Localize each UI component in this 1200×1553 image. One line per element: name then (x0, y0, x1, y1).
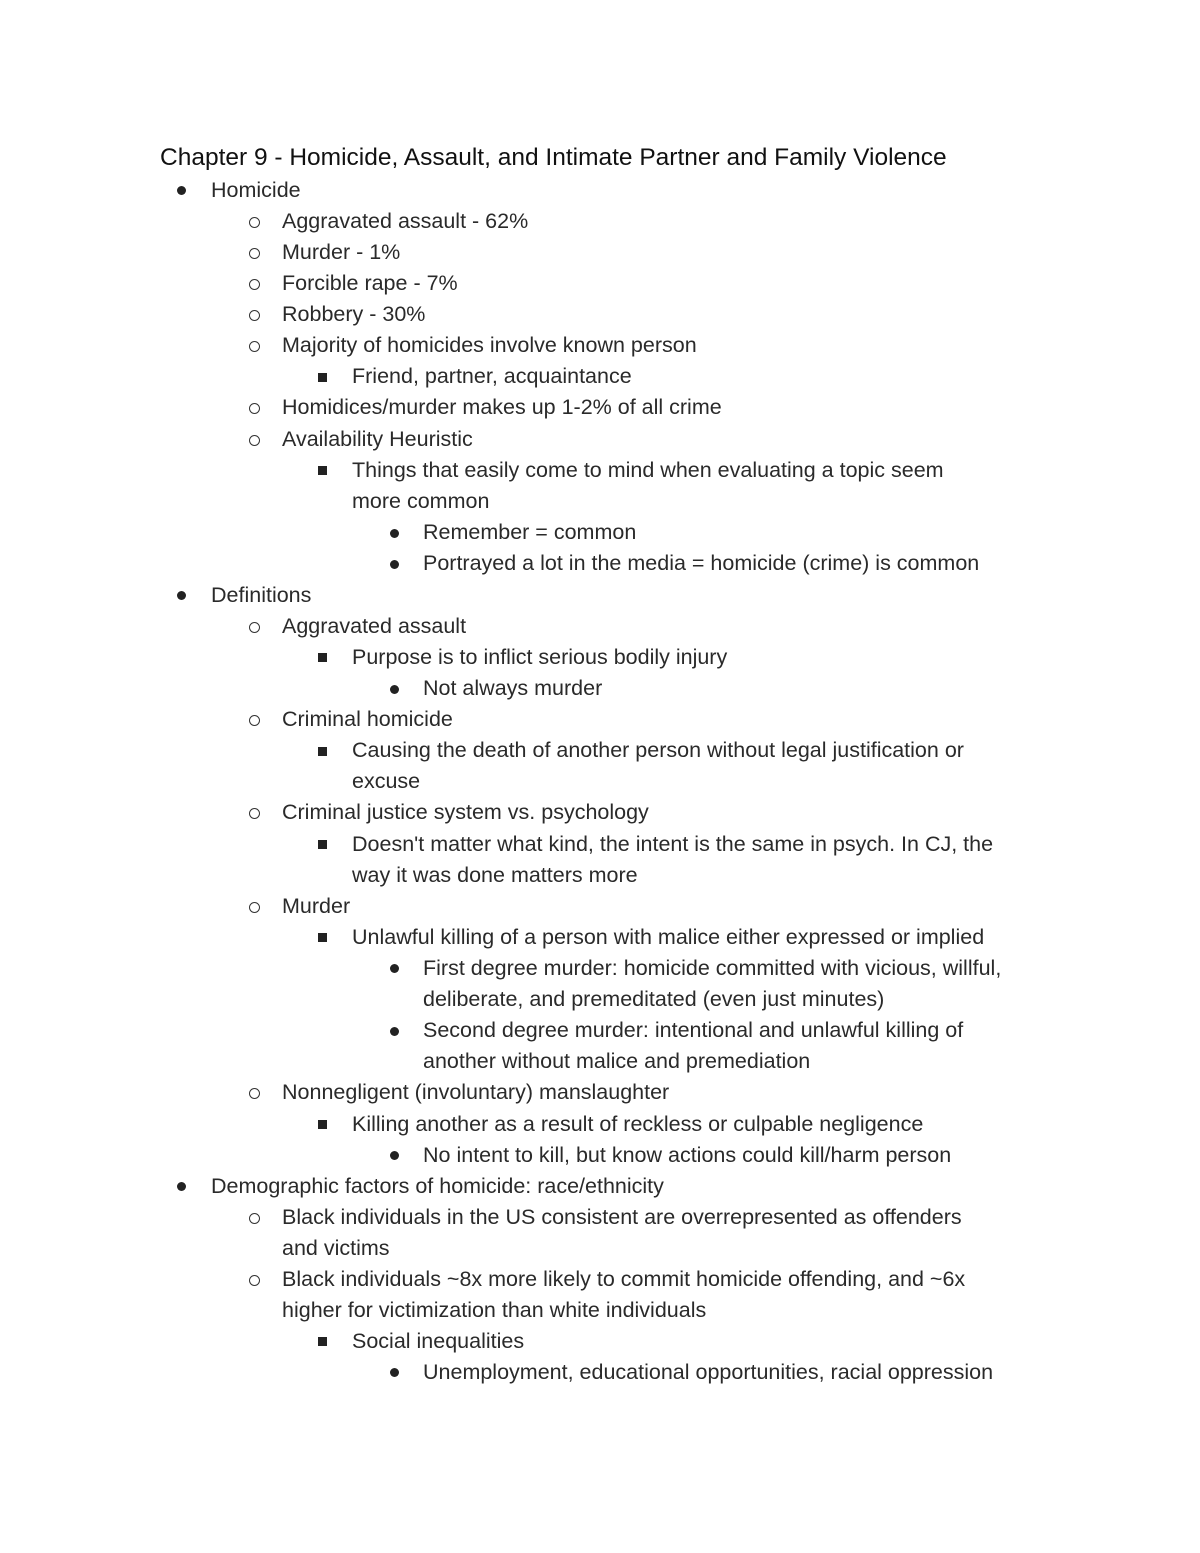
list-item: Criminal justice system vs. psychology (282, 800, 649, 824)
list-item: Unemployment, educational opportunities, racial oppression (423, 1360, 994, 1384)
bullet-circle (249, 715, 260, 726)
bullet-circle (249, 1088, 260, 1099)
bullet-dot (390, 685, 399, 694)
bullet-dot (390, 560, 399, 569)
list-item: Causing the death of another person without legal justification or (352, 738, 964, 762)
bullet-dot (177, 186, 186, 195)
bullet-circle (249, 1213, 260, 1224)
list-item-continuation: higher for victimization than white individuals (282, 1298, 707, 1322)
bullet-circle (249, 1275, 260, 1286)
list-item-continuation: another without malice and premediation (423, 1049, 811, 1073)
bullet-dot (390, 1368, 399, 1377)
bullet-circle (249, 622, 260, 633)
list-item: No intent to kill, but know actions could kill/harm person (423, 1143, 952, 1167)
bullet-square (318, 653, 327, 662)
list-item: Nonnegligent (involuntary) manslaughter (282, 1080, 670, 1104)
bullet-square (318, 1337, 327, 1346)
list-item: Friend, partner, acquaintance (352, 364, 632, 388)
list-item: Things that easily come to mind when evaluating a topic seem (352, 458, 944, 482)
bullet-dot (390, 1027, 399, 1036)
bullet-dot (390, 964, 399, 973)
list-item: Black individuals in the US consistent are overrepresented as offenders (282, 1205, 962, 1229)
bullet-dot (177, 591, 186, 600)
bullet-square (318, 373, 327, 382)
list-item: Majority of homicides involve known person (282, 333, 697, 357)
list-item: Availability Heuristic (282, 427, 473, 451)
bullet-circle (249, 248, 260, 259)
list-item: Demographic factors of homicide: race/ethnicity (211, 1174, 664, 1198)
list-item-continuation: excuse (352, 769, 421, 793)
list-item: First degree murder: homicide committed with vicious, willful, (423, 956, 1002, 980)
list-item-continuation: and victims (282, 1236, 390, 1260)
list-item: Homidices/murder makes up 1-2% of all crime (282, 395, 722, 419)
list-item: Portrayed a lot in the media = homicide (crime) is common (423, 551, 980, 575)
list-item: Purpose is to inflict serious bodily injury (352, 645, 728, 669)
bullet-circle (249, 341, 260, 352)
list-item-continuation: way it was done matters more (352, 863, 638, 887)
bullet-dot (390, 529, 399, 538)
bullet-square (318, 933, 327, 942)
bullet-circle (249, 279, 260, 290)
list-item: Criminal homicide (282, 707, 453, 731)
list-item: Unlawful killing of a person with malice either expressed or implied (352, 925, 985, 949)
bullet-circle (249, 217, 260, 228)
bullet-square (318, 840, 327, 849)
list-item: Robbery - 30% (282, 302, 426, 326)
list-item: Murder - 1% (282, 240, 401, 264)
bullet-circle (249, 435, 260, 446)
bullet-square (318, 1120, 327, 1129)
bullet-circle (249, 902, 260, 913)
list-item: Aggravated assault (282, 614, 467, 638)
list-item: Aggravated assault - 62% (282, 209, 529, 233)
bullet-circle (249, 808, 260, 819)
list-item: Forcible rape - 7% (282, 271, 458, 295)
list-item-continuation: more common (352, 489, 490, 513)
list-item: Not always murder (423, 676, 603, 700)
list-item: Second degree murder: intentional and unlawful killing of (423, 1018, 964, 1042)
bullet-dot (177, 1182, 186, 1191)
list-item: Definitions (211, 583, 312, 607)
bullet-square (318, 466, 327, 475)
bullet-circle (249, 403, 260, 414)
list-item: Homicide (211, 178, 301, 202)
list-item-continuation: deliberate, and premeditated (even just minutes) (423, 987, 885, 1011)
list-item: Doesn't matter what kind, the intent is the same in psych. In CJ, the (352, 832, 994, 856)
page-title: Chapter 9 - Homicide, Assault, and Intimate Partner and Family Violence (160, 144, 947, 171)
bullet-square (318, 747, 327, 756)
list-item: Social inequalities (352, 1329, 525, 1353)
list-item: Killing another as a result of reckless or culpable negligence (352, 1112, 924, 1136)
bullet-dot (390, 1151, 399, 1160)
list-item: Murder (282, 894, 351, 918)
list-item: Black individuals ~8x more likely to commit homicide offending, and ~6x (282, 1267, 966, 1291)
bullet-circle (249, 310, 260, 321)
list-item: Remember = common (423, 520, 637, 544)
